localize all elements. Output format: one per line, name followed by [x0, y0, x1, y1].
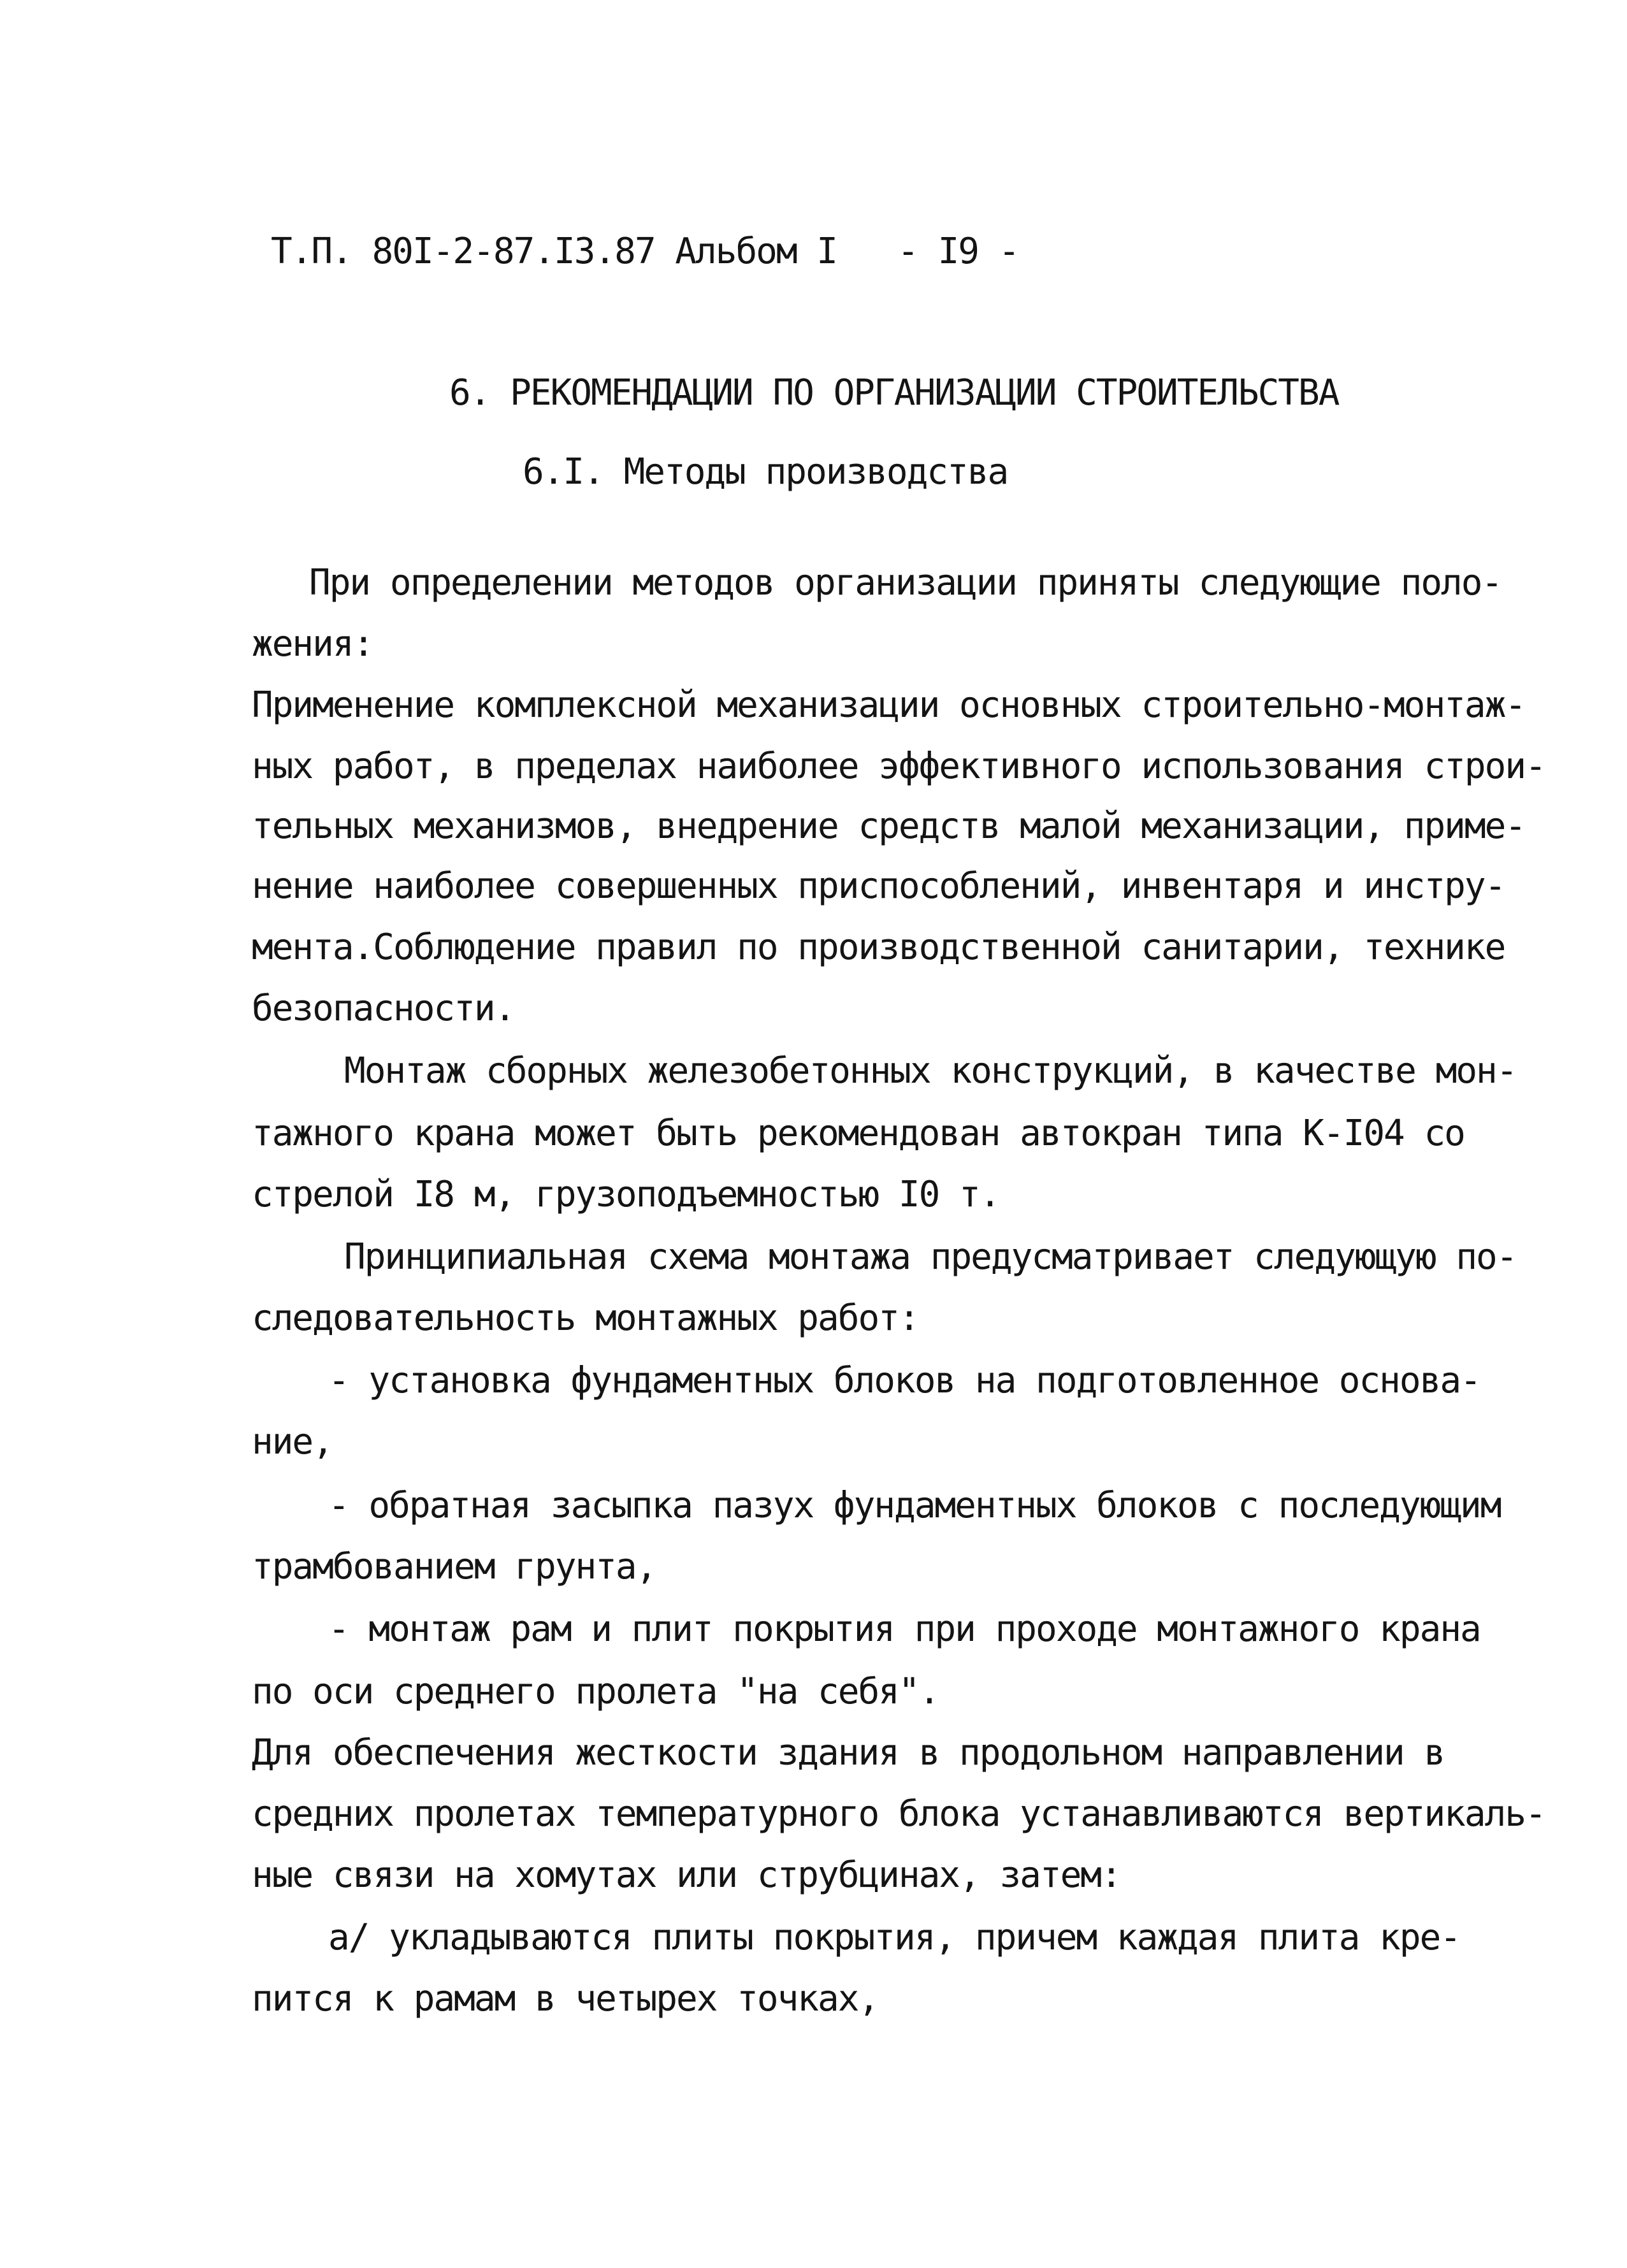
body-line: мента.Соблюдение правил по производственной санитарии, технике: [252, 927, 1505, 968]
body-line: ние,: [252, 1421, 333, 1463]
body-line: а/ укладываются плиты покрытия, причем каждая плита кре-: [328, 1917, 1461, 1958]
subsection-title: 6.I. Методы производства: [523, 451, 1008, 493]
body-line: - монтаж рам и плит покрытия при проходе монтажного крана: [328, 1608, 1480, 1650]
body-line: ные связи на хомутах или струбцинах, затем:: [252, 1854, 1121, 1896]
page-header: Т.П. 80I-2-87.I3.87 Альбом I - I9 -: [271, 231, 1019, 272]
body-line: Принципиальная схема монтажа предусматривает следующую по-: [344, 1236, 1517, 1278]
body-line: по оси среднего пролета "на себя".: [252, 1671, 939, 1712]
body-line: Монтаж сборных железобетонных конструкций, в качестве мон-: [344, 1050, 1517, 1092]
section-title: 6. РЕКОМЕНДАЦИИ ПО ОРГАНИЗАЦИИ СТРОИТЕЛЬСТВА: [449, 372, 1339, 414]
body-line: При определении методов организации приняты следующие поло-: [309, 562, 1502, 603]
body-line: тажного крана может быть рекомендован автокран типа К-I04 со: [252, 1113, 1464, 1154]
body-line: следовательность монтажных работ:: [252, 1297, 919, 1339]
body-line: пится к рамам в четырех точках,: [252, 1978, 879, 2019]
body-line: - установка фундаментных блоков на подготовленное основа-: [328, 1360, 1480, 1401]
body-line: Применение комплексной механизации основных строительно-монтаж-: [252, 684, 1526, 726]
body-line: жения:: [252, 623, 373, 665]
body-line: Для обеспечения жесткости здания в продольном направлении в: [252, 1732, 1445, 1773]
body-line: - обратная засыпка пазух фундаментных блоков с последующим: [328, 1485, 1501, 1526]
body-line: стрелой I8 м, грузоподъемностью I0 т.: [252, 1174, 1000, 1215]
body-line: средних пролетах температурного блока устанавливаются вертикаль-: [252, 1793, 1545, 1835]
body-line: ных работ, в пределах наиболее эффективного использования строи-: [252, 746, 1545, 787]
body-line: тельных механизмов, внедрение средств малой механизации, приме-: [252, 805, 1526, 847]
body-line: безопасности.: [252, 988, 515, 1029]
body-line: нение наиболее совершенных приспособлений, инвентаря и инстру-: [252, 865, 1505, 907]
body-line: трамбованием грунта,: [252, 1546, 656, 1587]
